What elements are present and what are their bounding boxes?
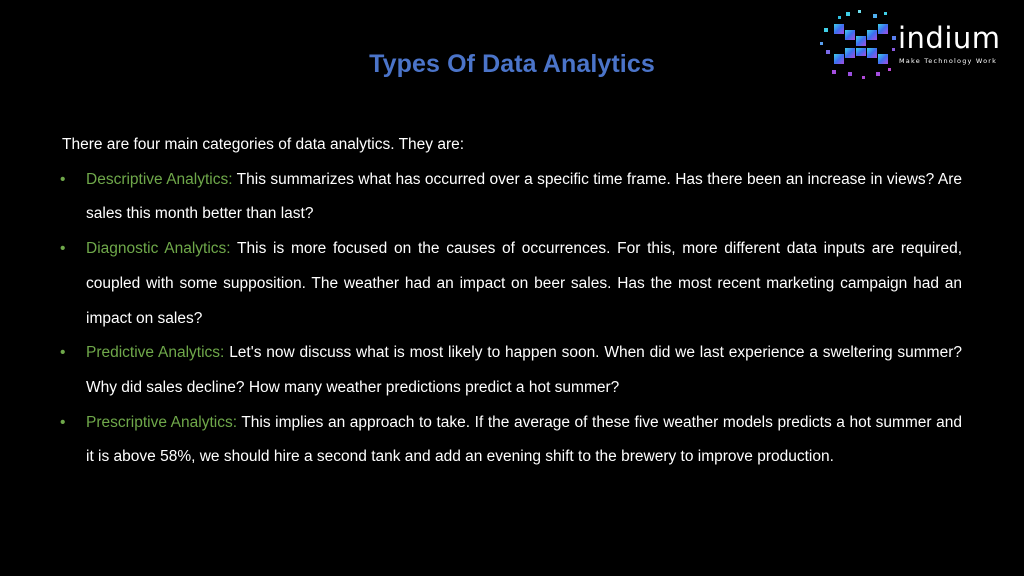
term-description: This is more focused on the causes of occurrences. For this, more different data inputs are required, coupled with some supposition. The weather had an impact on beer sales. Has the most recent marketing campaign had an impact on sales? (86, 240, 963, 327)
term-label: Prescriptive Analytics: (86, 413, 238, 431)
intro-text: There are four main categories of data analytics. They are: (62, 136, 465, 153)
term-description: Let's now discuss what is most likely to happen soon. When did we last experience a sweltering summer? Why did sales decline? How many weather predictions predict a hot summer? (86, 344, 962, 396)
bullet-icon: • (60, 240, 66, 258)
slide-title: Types Of Data Analytics (369, 50, 655, 78)
list-item-prescriptive (62, 406, 962, 475)
list-item-descriptive (62, 163, 962, 232)
bullet-icon: • (60, 413, 66, 431)
term-label: Predictive Analytics: (86, 344, 225, 362)
analytics-list (62, 163, 962, 475)
slide-body (62, 128, 962, 475)
term-label: Diagnostic Analytics: (86, 240, 231, 258)
list-item-predictive (62, 336, 962, 405)
term-label: Descriptive Analytics: (86, 170, 233, 188)
logo-wordmark: indium (898, 21, 1001, 55)
bullet-icon: • (60, 344, 66, 362)
term-description: This summarizes what has occurred over a specific time frame. Has there been an increase in views? Are sales this month better than last? (86, 170, 962, 223)
term-description: This implies an approach to take. If the average of these five weather models predicts a hot summer and it is above 58%, we should hire a second tank and add an evening shift to the brewery to improve production. (86, 413, 962, 466)
list-item-diagnostic (62, 232, 962, 336)
logo-tagline: Make Technology Work (899, 57, 998, 65)
bullet-icon: • (60, 170, 66, 188)
